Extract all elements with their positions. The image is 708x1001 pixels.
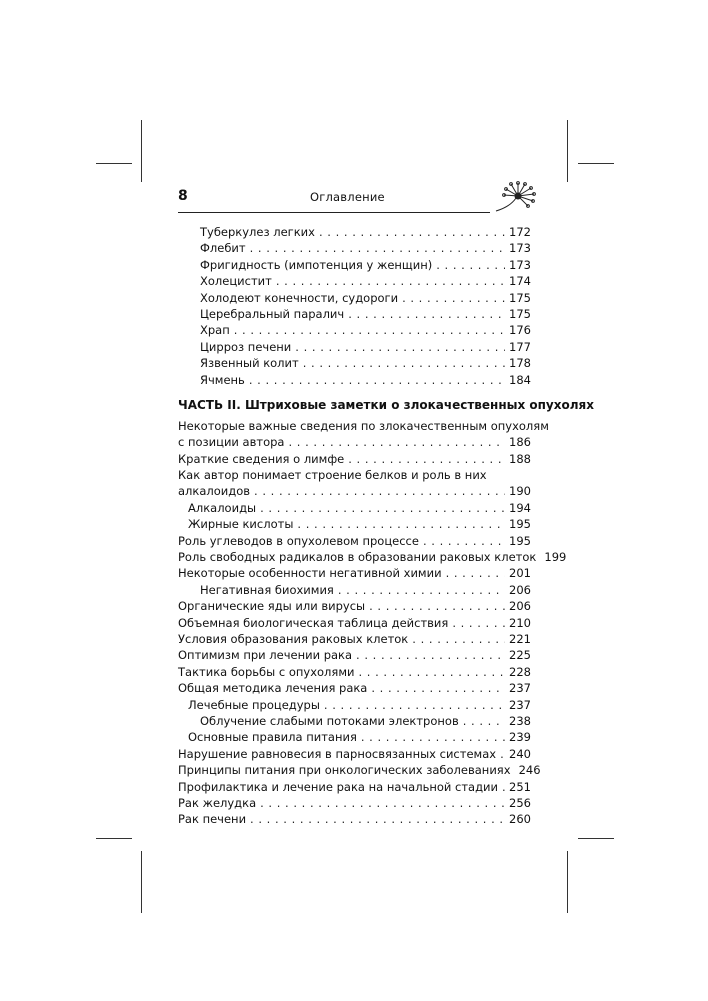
dot-leader [412, 631, 505, 647]
toc-entry [178, 549, 567, 565]
toc-entry-title: Ячмень [200, 372, 245, 387]
dot-leader [356, 647, 505, 663]
crop-mark-bottom-right [567, 851, 568, 913]
running-header [178, 186, 534, 214]
toc-entry-title: Фригидность (импотенция у женщин) [200, 257, 433, 272]
dot-leader [319, 224, 505, 240]
toc-entry-title: Роль свободных радикалов в образовании раковых клеток [178, 550, 537, 565]
crop-mark-top-left [141, 120, 142, 182]
crop-mark-top-left-h [96, 163, 132, 164]
toc-entry [178, 451, 531, 467]
toc-entry-page: 228 [509, 664, 531, 679]
dot-leader [361, 729, 505, 745]
toc-entry-title: Лечебные процедуры [188, 697, 320, 712]
toc-entry [178, 811, 531, 827]
toc-entry-title: Облучение слабыми потоками электронов [200, 713, 459, 728]
toc-entry-page: 186 [509, 435, 531, 450]
toc-entry-page: 188 [509, 451, 531, 466]
toc-entry [178, 273, 531, 289]
toc-entry [178, 582, 531, 598]
dot-leader [500, 746, 505, 762]
toc-entry-page: 195 [509, 533, 531, 548]
crop-mark-top-right [567, 120, 568, 182]
toc-entry-page: 173 [509, 257, 531, 272]
running-title: Оглавление [310, 190, 385, 204]
toc-entry-title: Общая методика лечения рака [178, 681, 368, 696]
toc-entry-title: Негативная биохимия [200, 582, 334, 597]
toc-entry-title: Органические яды или вирусы [178, 599, 366, 614]
toc-entry [178, 598, 531, 614]
toc-entry [178, 240, 531, 256]
toc-entry-page: 178 [509, 356, 531, 371]
toc-entry-title: Краткие сведения о лимфе [178, 451, 345, 466]
dot-leader [260, 500, 505, 516]
toc-entry-title: Холецистит [200, 274, 272, 289]
dot-leader [288, 434, 505, 450]
toc-entry-page: 190 [509, 484, 531, 499]
dot-leader [250, 811, 505, 827]
toc-entry [178, 565, 531, 581]
toc-entry-title: Тактика борьбы с опухолями [178, 664, 355, 679]
toc-entry [178, 533, 531, 549]
toc-entry [178, 615, 531, 631]
dot-leader [402, 290, 505, 306]
toc-entry-page: 239 [509, 730, 531, 745]
toc-entry-page: 240 [509, 746, 531, 761]
toc-entry-title: Рак желудка [178, 795, 257, 810]
crop-mark-bottom-left-h [96, 838, 132, 839]
toc-entry [178, 729, 531, 745]
dot-leader [452, 615, 505, 631]
toc-entry [178, 500, 531, 516]
toc-entry [178, 762, 541, 778]
dandelion-ornament-icon [494, 180, 538, 216]
toc-entry-page: 251 [509, 779, 531, 794]
toc-entry [178, 516, 531, 532]
dot-leader [249, 372, 505, 388]
dot-leader [446, 565, 505, 581]
toc-entry-title: Условия образования раковых клеток [178, 631, 409, 646]
toc-entry-page: 237 [509, 681, 531, 696]
toc-entry [178, 631, 531, 647]
toc-entry [178, 697, 531, 713]
toc-entry-page: 201 [509, 566, 531, 581]
toc-entry-page: 195 [509, 517, 531, 532]
toc-entry-page: 246 [518, 763, 541, 778]
toc-entry [178, 434, 531, 450]
part-heading: ЧАСТЬ II. Штриховые заметки о злокачественных опухолях [178, 397, 594, 412]
toc-entry-title: Церебральный паралич [200, 306, 345, 321]
dot-leader [324, 697, 505, 713]
toc-entry-title: Рак печени [178, 812, 247, 827]
dot-leader [423, 533, 505, 549]
toc-entry-page: 260 [509, 812, 531, 827]
dot-leader [295, 339, 505, 355]
toc-entry-title: Флебит [200, 241, 246, 256]
toc-entry-title: Язвенный колит [200, 356, 299, 371]
toc-entry-title: Холодеют конечности, судороги [200, 290, 399, 305]
toc-entry-page: 225 [509, 648, 531, 663]
dot-leader [369, 598, 505, 614]
toc-entry-page: 237 [509, 697, 531, 712]
toc-entry [178, 290, 531, 306]
toc-entry-page: 206 [509, 582, 531, 597]
toc-entry-title: Роль углеводов в опухолевом процессе [178, 533, 419, 548]
toc-entry-title: Профилактика и лечение рака на начальной стадии [178, 779, 499, 794]
crop-mark-bottom-left [141, 851, 142, 913]
toc-entry-page: 176 [509, 323, 531, 338]
dot-leader [303, 355, 505, 371]
dot-leader [436, 257, 505, 273]
toc-entry [178, 322, 531, 338]
toc-entry-line: Как автор понимает строение белков и роль в них [178, 468, 487, 483]
toc-entry [178, 664, 531, 680]
toc-entry [178, 680, 531, 696]
toc-entry-title: Принципы питания при онкологических заболеваниях [178, 763, 511, 778]
dot-leader [463, 713, 505, 729]
toc-entry [178, 779, 531, 795]
toc-entry-page: 177 [509, 339, 531, 354]
dot-leader [502, 779, 505, 795]
toc-entry-title: Объемная биологическая таблица действия [178, 615, 449, 630]
dot-leader [338, 582, 505, 598]
toc-entry [178, 306, 531, 322]
toc-entry-page: 173 [509, 241, 531, 256]
toc-entry [178, 647, 531, 663]
toc-entry [178, 224, 531, 240]
toc-entry-title: алкалоидов [178, 484, 251, 499]
toc-entry-title: Храп [200, 323, 230, 338]
toc-entry-page: 210 [509, 615, 531, 630]
toc-entry-page: 238 [509, 713, 531, 728]
dot-leader [297, 516, 505, 532]
toc-entry [178, 257, 531, 273]
dot-leader [358, 664, 505, 680]
toc-entry-page: 184 [509, 372, 531, 387]
toc-entry-page: 206 [509, 599, 531, 614]
toc-entry [178, 339, 531, 355]
toc-entry-title: Некоторые особенности негативной химии [178, 566, 442, 581]
toc-entry-page: 175 [509, 290, 531, 305]
toc-entry-page: 175 [509, 306, 531, 321]
toc-entry [178, 372, 531, 388]
toc-entry [178, 795, 531, 811]
toc-entry [178, 355, 531, 371]
toc-entry-title: Жирные кислоты [188, 517, 294, 532]
toc-entry-page: 172 [509, 225, 531, 239]
toc-entry-page: 256 [509, 795, 531, 810]
dot-leader [348, 306, 505, 322]
dot-leader [260, 795, 505, 811]
toc-entry-page: 199 [544, 550, 567, 565]
toc-entry-title: Нарушение равновесия в парносвязанных системах [178, 746, 497, 761]
dot-leader [276, 273, 505, 289]
dot-leader [254, 483, 505, 499]
dot-leader [371, 680, 505, 696]
page-number: 8 [178, 188, 188, 204]
toc-entry-title: Туберкулез легких [200, 225, 315, 239]
toc-entry-page: 174 [509, 274, 531, 289]
toc-entry-page: 221 [509, 631, 531, 646]
dot-leader [348, 451, 505, 467]
toc-entry-title: Основные правила питания [188, 730, 357, 745]
toc-entry-title: Алкалоиды [188, 500, 257, 515]
toc-entry [178, 713, 531, 729]
toc-entry-title: Цирроз печени [200, 339, 292, 354]
crop-mark-bottom-right-h [578, 838, 614, 839]
toc-entry-line: Некоторые важные сведения по злокачественным опухолям [178, 418, 549, 433]
crop-mark-top-right-h [578, 163, 614, 164]
dot-leader [234, 322, 505, 338]
table-of-contents [178, 224, 594, 828]
header-rule [178, 212, 490, 213]
dot-leader [250, 240, 505, 256]
toc-entry [178, 483, 531, 499]
toc-entry-title: Оптимизм при лечении рака [178, 648, 353, 663]
toc-entry [178, 746, 531, 762]
toc-entry-page: 194 [509, 500, 531, 515]
toc-entry-title: с позиции автора [178, 435, 285, 450]
